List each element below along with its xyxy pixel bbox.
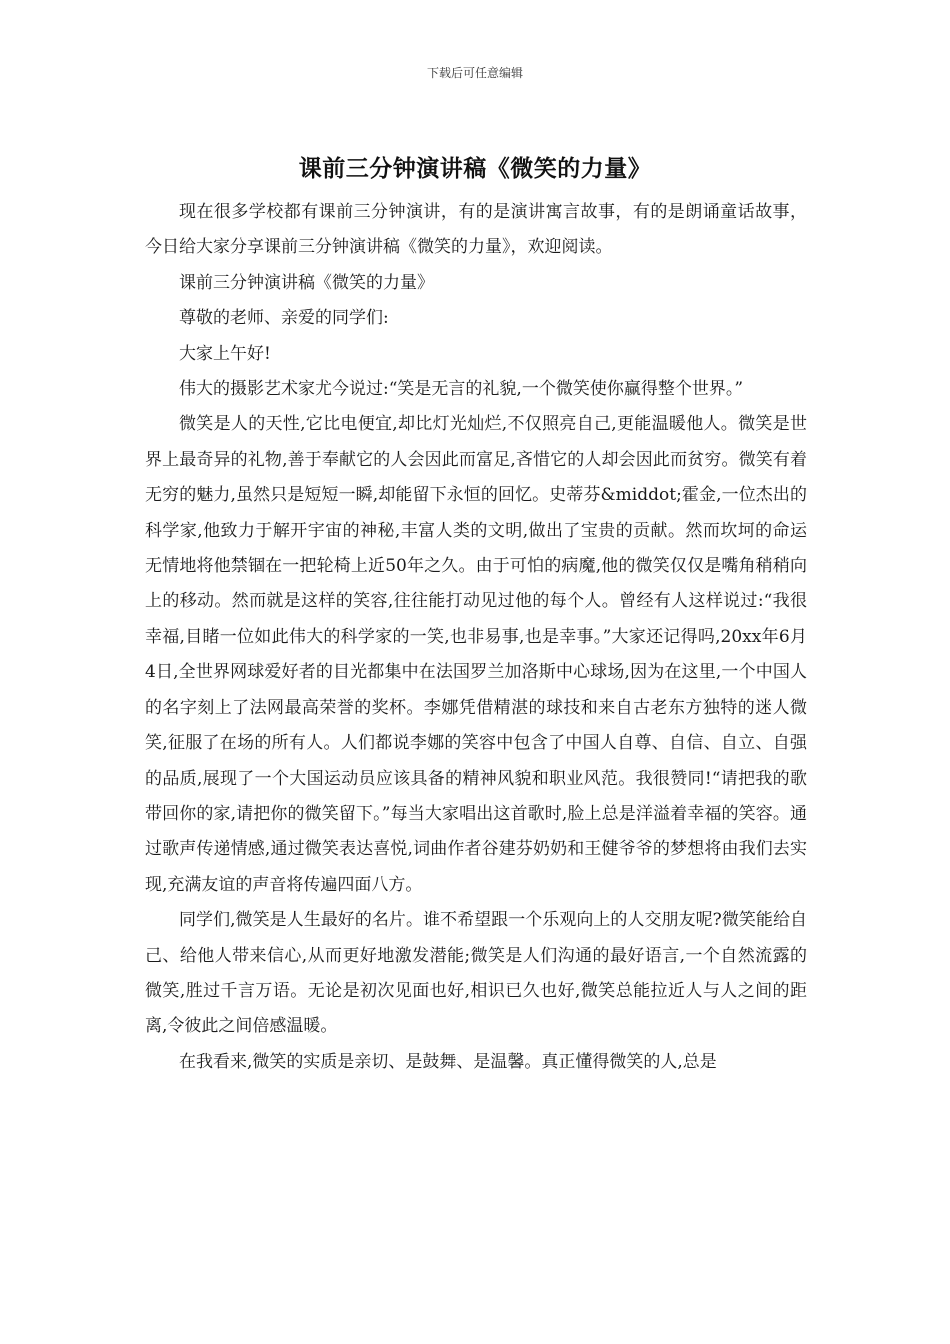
document-title: 课前三分钟演讲稿《微笑的力量》 bbox=[298, 155, 652, 182]
document-body bbox=[145, 195, 807, 1080]
paragraph-body-1: 微笑是人的天性,它比电便宜,却比灯光灿烂,不仅照亮自己,更能温暖他人。微笑是世界上最奇异的礼物,善于奉献它的人会因此而富足,吝惜它的人却会因此而贫穷。微笑有着无穷的魅力,虽然只是短短一瞬,却能留下永恒的回忆。史蒂芬&middot;霍金,一位杰出的科学家,他致力于解开宇宙的神秘,丰富人类的文明,做出了宝贵的贡献。然而坎坷的命运无情地将他禁锢在一把轮椅上近50年之久。由于可怕的病魔,他的微笑仅仅是嘴角稍稍向上的移动。然而就是这样的笑容,往往能打动见过他的每个人。曾经有人这样说过:“我很幸福,目睹一位如此伟大的科学家的一笑,也非易事,也是幸事。”大家还记得吗,20xx年6月4日,全世界网球爱好者的目光都集中在法国罗兰加洛斯中心球场,因为在这里,一个中国人的名字刻上了法网最高荣誉的奖杯。李娜凭借精湛的球技和来自古老东方独特的迷人微笑,征服了在场的所有人。人们都说李娜的笑容中包含了中国人自尊、自信、自立、自强的品质,展现了一个大国运动员应该具备的精神风貌和职业风范。我很赞同!“请把我的歌带回你的家,请把你的微笑留下。”每当大家唱出这首歌时,脸上总是洋溢着幸福的笑容。通过歌声传递情感,通过微笑表达喜悦,词曲作者谷建芬奶奶和王健爷爷的梦想将由我们去实现,充满友谊的声音将传遍四面八方。 bbox=[145, 414, 807, 895]
paragraph-intro: 现在很多学校都有课前三分钟演讲，有的是演讲寓言故事，有的是朗诵童话故事，今日给大家分享课前三分钟演讲稿《微笑的力量》，欢迎阅读。 bbox=[145, 202, 807, 258]
paragraph-salutation: 尊敬的老师、亲爱的同学们: bbox=[179, 308, 389, 329]
paragraph-greeting: 大家上午好! bbox=[179, 343, 271, 364]
paragraph-body-2: 同学们,微笑是人生最好的名片。谁不希望跟一个乐观向上的人交朋友呢?微笑能给自己、给他人带来信心,从而更好地激发潜能;微笑是人们沟通的最好语言,一个自然流露的微笑,胜过千言万语。无论是初次见面也好,相识已久也好,微笑总能拉近人与人之间的距离,令彼此之间倍感温暖。 bbox=[145, 910, 807, 1037]
paragraph-subtitle: 课前三分钟演讲稿《微笑的力量》 bbox=[179, 272, 434, 293]
paragraph-body-3: 在我看来,微笑的实质是亲切、是鼓舞、是温馨。真正懂得微笑的人,总是 bbox=[179, 1051, 717, 1072]
page-header: 下载后可任意编辑 bbox=[426, 66, 523, 80]
paragraph-quote: 伟大的摄影艺术家尤今说过:“笑是无言的礼貌,一个微笑使你赢得整个世界。” bbox=[179, 379, 744, 400]
